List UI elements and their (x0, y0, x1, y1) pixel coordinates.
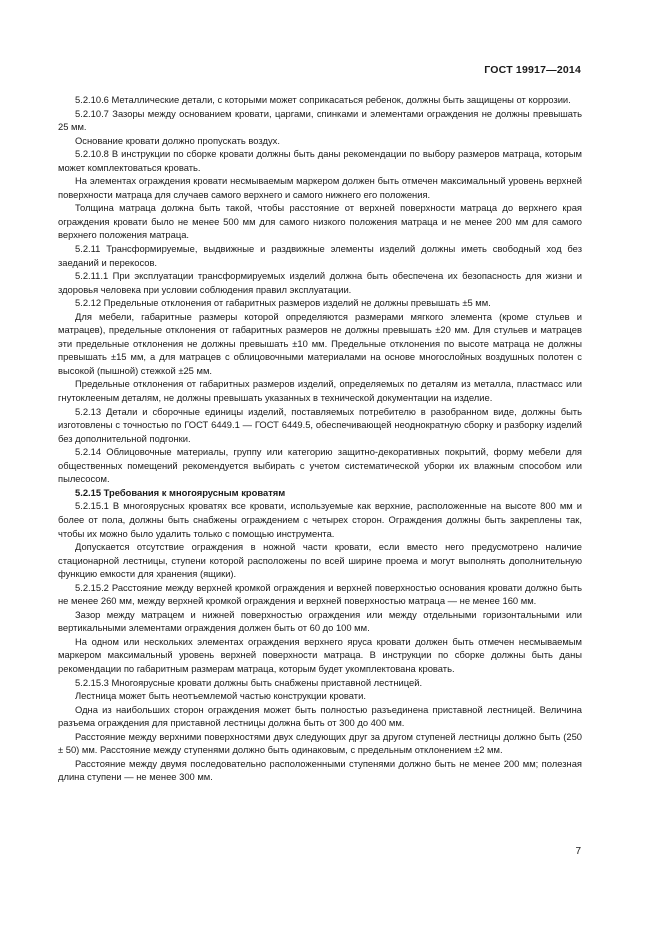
paragraph: Толщина матраца должна быть такой, чтобы расстояние от верхней поверхности матраца до верхнего края ограждения кровати было не менее 500 мм для самого низкого положения матраца и не менее 200 мм для самого верхнего положения матраца. (58, 202, 582, 241)
paragraph: Одна из наибольших сторон ограждения может быть полностью разъединена приставной лестницей. Величина разъема ограждения для приставной лестницы должна быть от 300 до 400 мм. (58, 703, 582, 729)
paragraph: 5.2.10.6 Металлические детали, с которыми может соприкасаться ребенок, должны быть защищены от коррозии. (75, 94, 571, 105)
paragraph: 5.2.11 Трансформируемые, выдвижные и раздвижные элементы изделий должны иметь свободный ход без заеданий и перекосов. (58, 243, 582, 268)
paragraph: Допускается отсутствие ограждения в ножной части кровати, если вместо него предусмотрено наличие стационарной лестницы, ступени которой расположены по всей ширине проема и могут выполнять дополнительную функцию емкости для хранения (ящики). (58, 541, 582, 580)
paragraph: 5.2.15.2 Расстояние между верхней кромкой ограждения и верхней поверхностью основания кровати должно быть не менее 260 мм, между верхней кромкой ограждения и верхней поверхностью матраца — не менее 160 мм. (58, 581, 582, 607)
paragraph: 5.2.10.8 В инструкции по сборке кровати должны быть даны рекомендации по выбору размеров матраца, которым может комплектоваться кровать. (58, 148, 582, 173)
section-heading: 5.2.15 Требования к многоярусным кроватям (75, 486, 286, 498)
paragraph: 5.2.11.1 При эксплуатации трансформируемых изделий должна быть обеспечена их безопасность для жизни и здоровья человека при условии соблюдения правил эксплуатации. (58, 270, 582, 295)
paragraph: Лестница может быть неотъемлемой частью конструкции кровати. (75, 690, 366, 702)
paragraph: 5.2.13 Детали и сборочные единицы изделий, поставляемых потребителю в разобранном виде, должны быть изготовлены с точностью по ГОСТ 6449.1 — ГОСТ 6449.5, обеспечивающей неоднократную сборку и разборку изделий без дополнительной подгонки. (58, 405, 582, 444)
paragraph: Расстояние между верхними поверхностями двух следующих друг за другом ступеней лестницы должно быть (250 ± 50) мм. Расстояние между ступенями должно быть одинаковым, с предельным отклонением ±2 мм. (58, 730, 582, 756)
paragraph: На элементах ограждения кровати несмываемым маркером должен быть отмечен максимальный уровень верхней поверхности матраца для случаев самого верхнего и самого нижнего его положения. (58, 175, 582, 200)
paragraph: Зазор между матрацем и нижней поверхностью ограждения или между отдельными горизонтальными или вертикальными элементами ограждения должен быть от 60 до 100 мм. (58, 608, 582, 634)
document-body (58, 93, 582, 784)
paragraph: 5.2.14 Облицовочные материалы, группу или категорию защитно-декоративных покрытий, форму мебели для общественных помещений рекомендуется выбирать с учетом систематической уборки их влажным способом или пылесосом. (58, 446, 582, 485)
paragraph: На одном или нескольких элементах ограждения верхнего яруса кровати должен быть отмечен несмываемым маркером максимальный уровень верхней поверхности матраца. В инструкции по сборке должны быть даны рекомендации по габаритным размерам матраца, которым будет укомплектована кровать. (58, 635, 582, 674)
page-number: 7 (575, 846, 581, 857)
paragraph: 5.2.10.7 Зазоры между основанием кровати, царгами, спинками и элементами ограждения не должны превышать 25 мм. (58, 107, 582, 133)
paragraph: Основание кровати должно пропускать воздух. (75, 134, 280, 146)
paragraph: 5.2.12 Предельные отклонения от габаритных размеров изделий не должны превышать ±5 мм. (75, 297, 491, 309)
standard-number: ГОСТ 19917—2014 (484, 64, 581, 76)
paragraph: Расстояние между двумя последовательно расположенными ступенями должно быть не менее 200 мм; полезная длина ступени — не менее 300 мм. (58, 757, 582, 783)
paragraph: Предельные отклонения от габаритных размеров изделий, определяемых по деталям из металла, пластмасс или гнутоклееным деталям, не должны превышать указанных в технической документации на изделие. (58, 378, 582, 404)
paragraph: 5.2.15.1 В многоярусных кроватях все кровати, используемые как верхние, расположенные на высоте 800 мм и более от пола, должны быть снабжены ограждением с четырех сторон. Ограждения должны быть закреплены так, чтобы их можно было удалить только с помощью инструмента. (58, 500, 582, 539)
document-header (484, 64, 581, 76)
paragraph: Для мебели, габаритные размеры которой определяются размерами мягкого элемента (кроме стульев и матрацев), предельные отклонения от габаритных размеров не должны превышать ±20 мм. Для стульев и матрацев эти предельные отклонения не должны превышать ±10 мм. Предельные отклонения по высоте матраца не должны превышать ±15 мм, а для матрацев с облицовочными материалами на основе многослойных воздушных полотен с высокой (пышной) стежкой ±25 мм. (58, 310, 582, 376)
paragraph: 5.2.15.3 Многоярусные кровати должны быть снабжены приставной лестницей. (75, 676, 423, 688)
